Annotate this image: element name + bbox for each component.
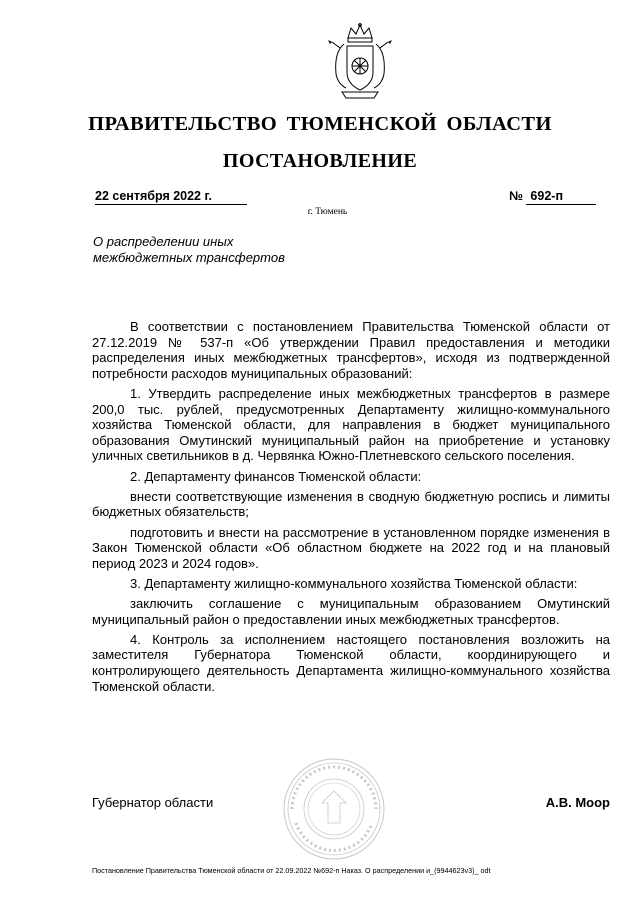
document-type-title: ПОСТАНОВЛЕНИЕ	[222, 150, 418, 172]
paragraph-item-4: 4. Контроль за исполнением настоящего постановления возложить на заместителя Губернатора Тюменской области, координирующего и контролирующего деятельность Департамента жилищно-коммунального хозяйства Тюменской области.	[92, 631, 610, 694]
paragraph-preamble: В соответствии с постановлением Правительства Тюменской области от 27.12.2019 № 537-п «Об утверждении Правил предоставления и методики распределения иных межбюджетных трансфертов», исходя из подтвержденной потребности расходов муниципальных образований:	[92, 319, 610, 381]
document-footer: Постановление Правительства Тюменской области от 22.09.2022 №692-п Наказ. О распределении и_(9944623v3)_ odt	[92, 866, 491, 875]
signatory-title: Губернатор области	[92, 795, 214, 810]
document-subject	[93, 234, 353, 265]
paragraph-item-2-sub-1: внести соответствующие изменения в сводную бюджетную роспись и лимиты бюджетных обязательств;	[92, 488, 610, 520]
number-value: 692-п	[526, 189, 596, 205]
document-number	[509, 189, 596, 205]
document-date: 22 сентября 2022 г.	[95, 189, 247, 205]
paragraph-item-2: 2. Департаменту финансов Тюменской области:	[130, 468, 422, 484]
organization-title: ПРАВИТЕЛЬСТВО ТЮМЕНСКОЙ ОБЛАСТИ	[88, 113, 552, 135]
subject-line-1: О распределении иных	[93, 234, 234, 249]
number-label: №	[509, 189, 523, 203]
paragraph-item-3: 3. Департаменту жилищно-коммунального хозяйства Тюменской области:	[130, 575, 578, 591]
document-city: г. Тюмень	[307, 207, 348, 217]
document-body	[92, 319, 610, 694]
signatory-name: А.В. Моор	[545, 795, 610, 810]
paragraph-item-1: 1. Утвердить распределение иных межбюджетных трансфертов в размере 200,0 тыс. рублей, предусмотренных Департаменту жилищно-коммунального хозяйства Тюменской области, для направления в бюджет муниципального образования Омутинский муниципальный район на приобретение и установку уличных светильников в д. Червянка Южно-Плетневского сельского поселения.	[92, 385, 610, 464]
subject-line-2: межбюджетных трансфертов	[93, 249, 285, 265]
official-seal-icon	[282, 757, 386, 861]
paragraph-item-2-sub-2: подготовить и внести на рассмотрение в установленном порядке изменения в Закон Тюменской области «Об областном бюджете на 2022 год и на плановый период 2023 и 2024 годов».	[92, 524, 610, 571]
paragraph-item-3-sub-1: заключить соглашение с муниципальным образованием Омутинский муниципальный район о предоставлении иных межбюджетных трансфертов.	[92, 596, 610, 627]
coat-of-arms-icon	[314, 22, 406, 102]
